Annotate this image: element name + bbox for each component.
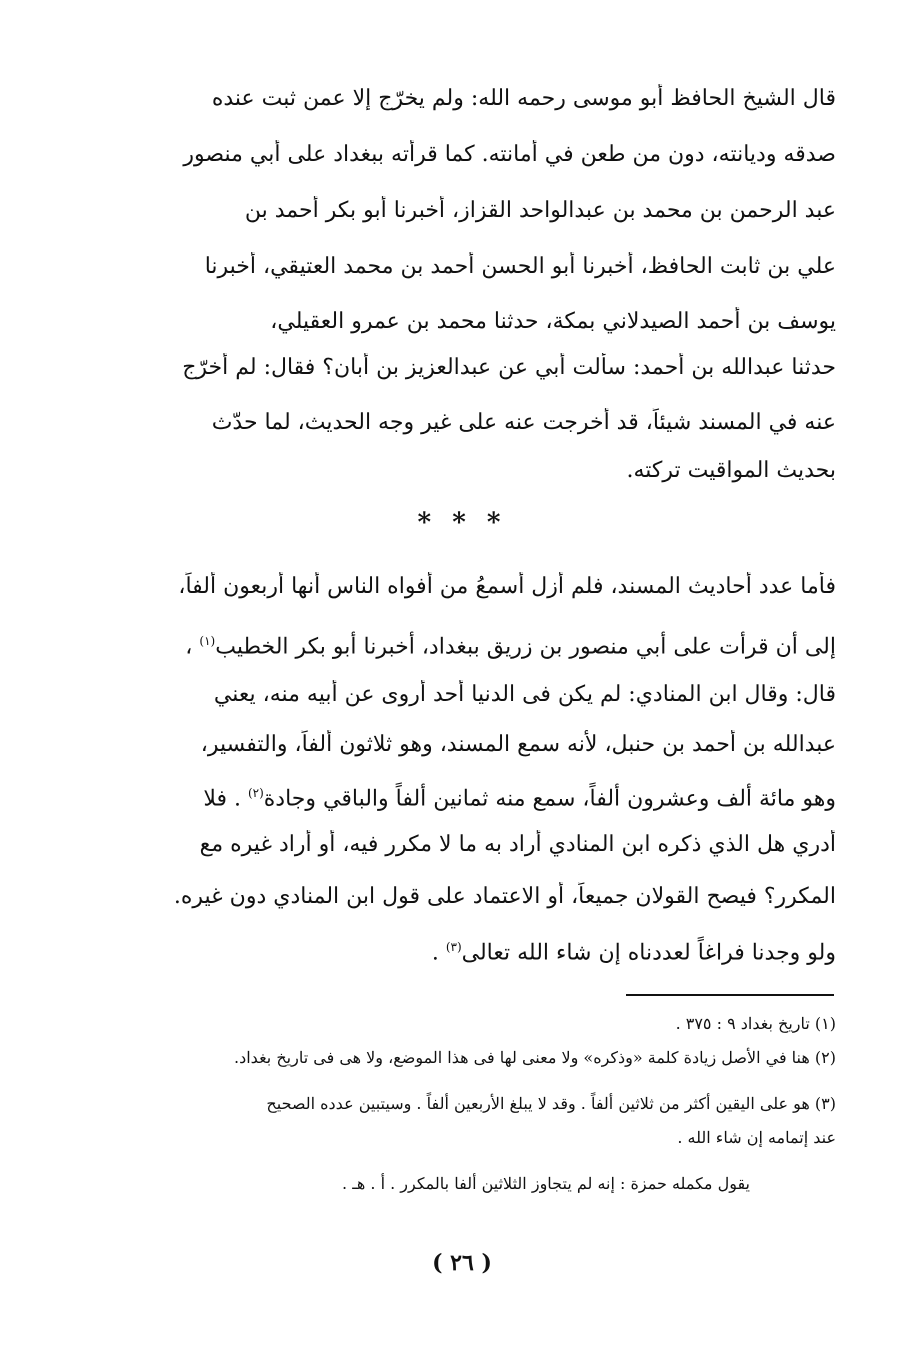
para2-line-6 (76, 830, 836, 860)
para2-line-5 (76, 778, 836, 814)
para2-line-1 (76, 572, 836, 602)
para1-line-6: حدثنا عبدالله بن أحمد: سألت أبي عن عبدالعزيز بن أبان؟ فقال: لم أُخرّج (182, 355, 836, 380)
para2-line-7-text: المكرر؟ فيصح القولان جميعاً، أو الاعتماد على قول ابن المنادي دون غيره. (173, 884, 836, 909)
footnote-ref-1: (١) (199, 634, 216, 648)
para1-line-8: بحديث المواقيت تركته. (626, 458, 836, 483)
section-separator: * * * (417, 508, 507, 538)
para2-line-4-text: عبدالله بن أحمد بن حنبل، لأنه سمع المسند، وهو ثلاثون ألفاً، والتفسير، (200, 732, 836, 757)
footnote-ref-2: (٢) (247, 786, 264, 800)
completer-note: يقول مكمله حمزة : إنه لم يتجاوز الثلاثين ألفا بالمكرر . أ . هـ . (342, 1174, 750, 1193)
para2-line-2-text: إلى أن قرأت على أبي منصور بن زريق ببغداد، أخبرنا أبو بكر الخطيب (215, 634, 836, 660)
footnote-rule (626, 994, 834, 996)
para1-line-7: عنه في المسند شيئاً، قد أخرجت عنه على غير وجه الحديث، لما حدّث (211, 410, 836, 435)
para2-line-8 (76, 932, 836, 968)
para1-line-2: صدقه وديانته، دون من طعن في أمانته. كما قرأته ببغداد على أبي منصور (183, 142, 836, 167)
footnote-2: (٢) هنا في الأصل زيادة كلمة «وذكره» ولا معنى لها فى هذا الموضع، ولا هى فى تاريخ بغداد. (234, 1048, 836, 1067)
para2-line-8-text: ولو وجدنا فراغاً لعددناه إن شاء الله تعالى (461, 940, 836, 966)
para1-line-1: قال الشيخ الحافظ أبو موسى رحمه الله: ولم يخرّج إلا عمن ثبت عنده (211, 86, 836, 111)
para2-line-2-after: ، (185, 634, 200, 660)
page-number: ( ٢٦ ) (432, 1250, 492, 1276)
para2-line-6-text: أدري هل الذي ذكره ابن المنادي أراد به ما لا مكرر فيه، أو أراد غيره مع (199, 832, 836, 857)
footnote-3-continued: عند إتمامه إن شاء الله . (677, 1128, 836, 1147)
footnote-ref-3: (٣) (445, 940, 462, 954)
para2-line-8-after: . (431, 940, 446, 966)
para2-line-3 (76, 680, 836, 710)
footnote-1: (١) تاريخ بغداد ٩ : ٣٧٥ . (675, 1014, 836, 1033)
para2-line-5-text: وهو مائة ألف وعشرون ألفاً، سمع منه ثمانين ألفاً والباقي وجادة (263, 786, 836, 812)
para1-line-3: عبد الرحمن بن محمد بن عبدالواحد القزاز، أخبرنا أبو بكر أحمد بن (244, 198, 836, 223)
para2-line-4 (76, 730, 836, 760)
para1-line-5: يوسف بن أحمد الصيدلاني بمكة، حدثنا محمد بن عمرو العقيلي، (270, 309, 836, 334)
para2-line-1-text: فأما عدد أحاديث المسند، فلم أزل أسمعُ من أفواه الناس أنها أربعون ألفاً، (178, 574, 836, 599)
para1-line-4: علي بن ثابت الحافظ، أخبرنا أبو الحسن أحمد بن محمد العتيقي، أخبرنا (204, 254, 836, 279)
footnote-3: (٣) هو على اليقين أكثر من ثلاثين ألفاً . وقد لا يبلغ الأربعين ألفاً . وسيتبين عدده الصحيح (266, 1094, 836, 1113)
para2-line-7 (76, 882, 836, 912)
para2-line-5-after: . فلا (203, 786, 248, 812)
para2-line-3-text: قال: وقال ابن المنادي: لم يكن فى الدنيا أحد أروى عن أبيه منه، يعني (213, 682, 836, 707)
para2-line-2 (76, 626, 836, 662)
